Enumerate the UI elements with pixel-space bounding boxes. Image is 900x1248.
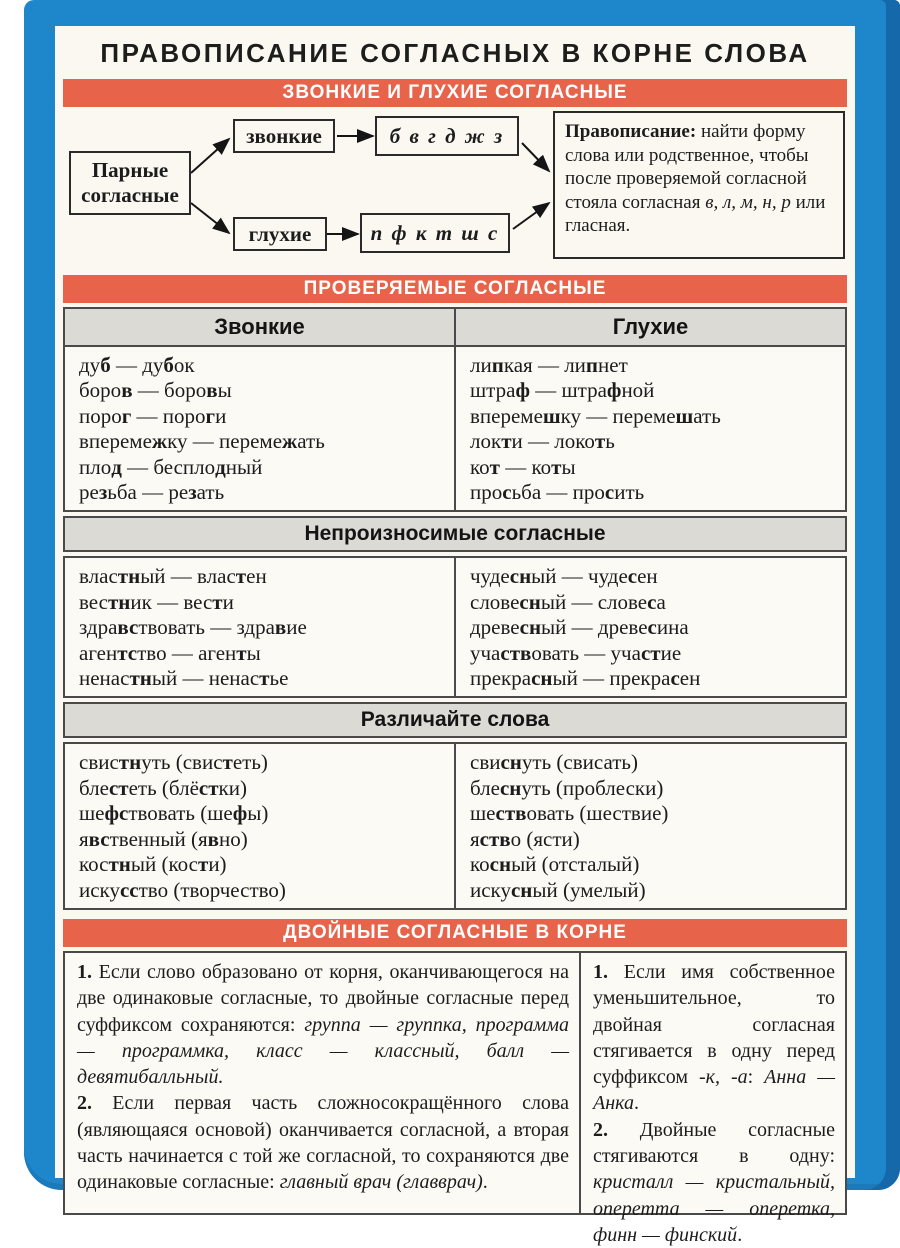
header-unpronounceable: Непроизносимые согласные <box>63 516 847 552</box>
consonants-diagram <box>63 111 847 269</box>
double-consonants-left-column <box>65 953 581 1213</box>
word-pair: боров — боровы <box>79 378 232 403</box>
unpronounceable-left-cell <box>65 558 456 696</box>
distinguish-right-cell <box>456 744 845 907</box>
banner-double-consonants: ДВОЙНЫЕ СОГЛАСНЫЕ В КОРНЕ <box>63 919 847 947</box>
diagram-voiced-box: звонкие <box>233 119 335 153</box>
word-pair: кот — коты <box>470 454 576 479</box>
word-pair: искусный (умелый) <box>470 877 646 902</box>
unpronounceable-right-cell <box>456 558 845 696</box>
word-pair: словесный — словеса <box>470 589 666 614</box>
word-pair: порог — пороги <box>79 403 227 428</box>
diagram-root-box: Парные согласные <box>69 151 191 215</box>
rule-paragraph: 2. Двойные согласные стягиваются в одну: кристалл — кристальный, оперетта — оперетка, финн — финский. <box>593 1118 835 1246</box>
banner-checked-consonants: ПРОВЕРЯЕМЫЕ СОГЛАСНЫЕ <box>63 275 847 303</box>
rule-paragraph: 1. Если слово образовано от корня, оканчивающегося на две одинаковые согласные, то двойные согласные перед суффиксом сохраняются: группа — группка, программа — программка, класс — классный, балл — девятибалльный. <box>77 960 569 1089</box>
word-pair: резьба — резать <box>79 480 225 505</box>
word-pair: вперемежку — перемежать <box>79 429 325 454</box>
column-header-voiceless: Глухие <box>456 309 845 345</box>
word-pair: локти — локоть <box>470 429 615 454</box>
word-pair: шефствовать (шефы) <box>79 801 269 826</box>
word-pair: властный — властен <box>79 564 267 589</box>
double-consonants-right-column <box>581 953 845 1246</box>
word-pair: блеснуть (проблески) <box>470 775 664 800</box>
voiceless-words-cell <box>456 347 845 510</box>
diagram-voiceless-letters-box: п ф к т ш с <box>360 213 510 253</box>
word-pair: вперемешку — перемешать <box>470 403 721 428</box>
rule-paragraph: 2. Если первая часть сложносокращённого слова (являющаяся основой) оканчивается согласной, а вторая часть начинается с той же согласной, то сохраняются две одинаковые согласные: главный врач (главврач). <box>77 1092 569 1194</box>
word-pair: агентство — агенты <box>79 640 261 665</box>
word-pair: шествовать (шествие) <box>470 801 669 826</box>
diagram-rule-box: Правописание: найти форму слова или родственное, чтобы после проверяемой согласной стояла согласная в, л, м, н, р или гласная. <box>553 111 845 259</box>
double-consonants-block <box>63 951 847 1246</box>
word-pair: вестник — вести <box>79 589 234 614</box>
word-pair: дуб — дубок <box>79 353 195 377</box>
word-pair: блестеть (блёстки) <box>79 775 247 800</box>
page-title: ПРАВОПИСАНИЕ СОГЛАСНЫХ В КОРНЕ СЛОВА <box>100 38 810 68</box>
distinguish-left-cell <box>65 744 456 907</box>
word-pair: просьба — просить <box>470 480 645 505</box>
banner-voiced-voiceless: ЗВОНКИЕ И ГЛУХИЕ СОГЛАСНЫЕ <box>63 79 847 107</box>
word-pair: свистнуть (свистеть) <box>79 750 268 775</box>
word-pair: штраф — штрафной <box>470 378 655 403</box>
word-pair: косный (отсталый) <box>470 852 640 877</box>
unpronounceable-table <box>63 556 847 698</box>
word-pair: яство (ясти) <box>470 826 580 851</box>
diagram-voiced-letters-box: б в г д ж з <box>375 116 519 156</box>
table-header-row <box>65 309 845 347</box>
word-pair: искусство (творчество) <box>79 877 286 902</box>
distinguish-table <box>63 742 847 909</box>
word-pair: древесный — древесина <box>470 615 689 640</box>
word-pair: прекрасный — прекрасен <box>470 666 701 691</box>
poster-card <box>55 26 855 1246</box>
word-pair: участвовать — участие <box>470 640 682 665</box>
word-pair: явственный (явно) <box>79 826 248 851</box>
voiced-words-cell <box>65 347 456 510</box>
rule-paragraph: 1. Если имя собственное уменьшительное, то двойная согласная стягивается в одну перед суффиксом -к, -а: Анна — Анка. <box>593 960 835 1115</box>
word-pair: липкая — липнет <box>470 353 628 377</box>
word-pair: ненастный — ненастье <box>79 666 289 691</box>
word-pair: чудесный — чудесен <box>470 564 658 589</box>
table-body-row <box>65 744 845 907</box>
checked-consonants-table <box>63 307 847 512</box>
header-distinguish: Различайте слова <box>63 702 847 738</box>
column-header-voiced: Звонкие <box>65 309 456 345</box>
word-pair: костный (кости) <box>79 852 227 877</box>
table-body-row <box>65 347 845 510</box>
table-body-row <box>65 558 845 696</box>
word-pair: свиснуть (свисать) <box>470 750 638 775</box>
word-pair: плод — бесплодный <box>79 454 263 479</box>
diagram-voiceless-box: глухие <box>233 217 327 251</box>
word-pair: здравствовать — здравие <box>79 615 307 640</box>
